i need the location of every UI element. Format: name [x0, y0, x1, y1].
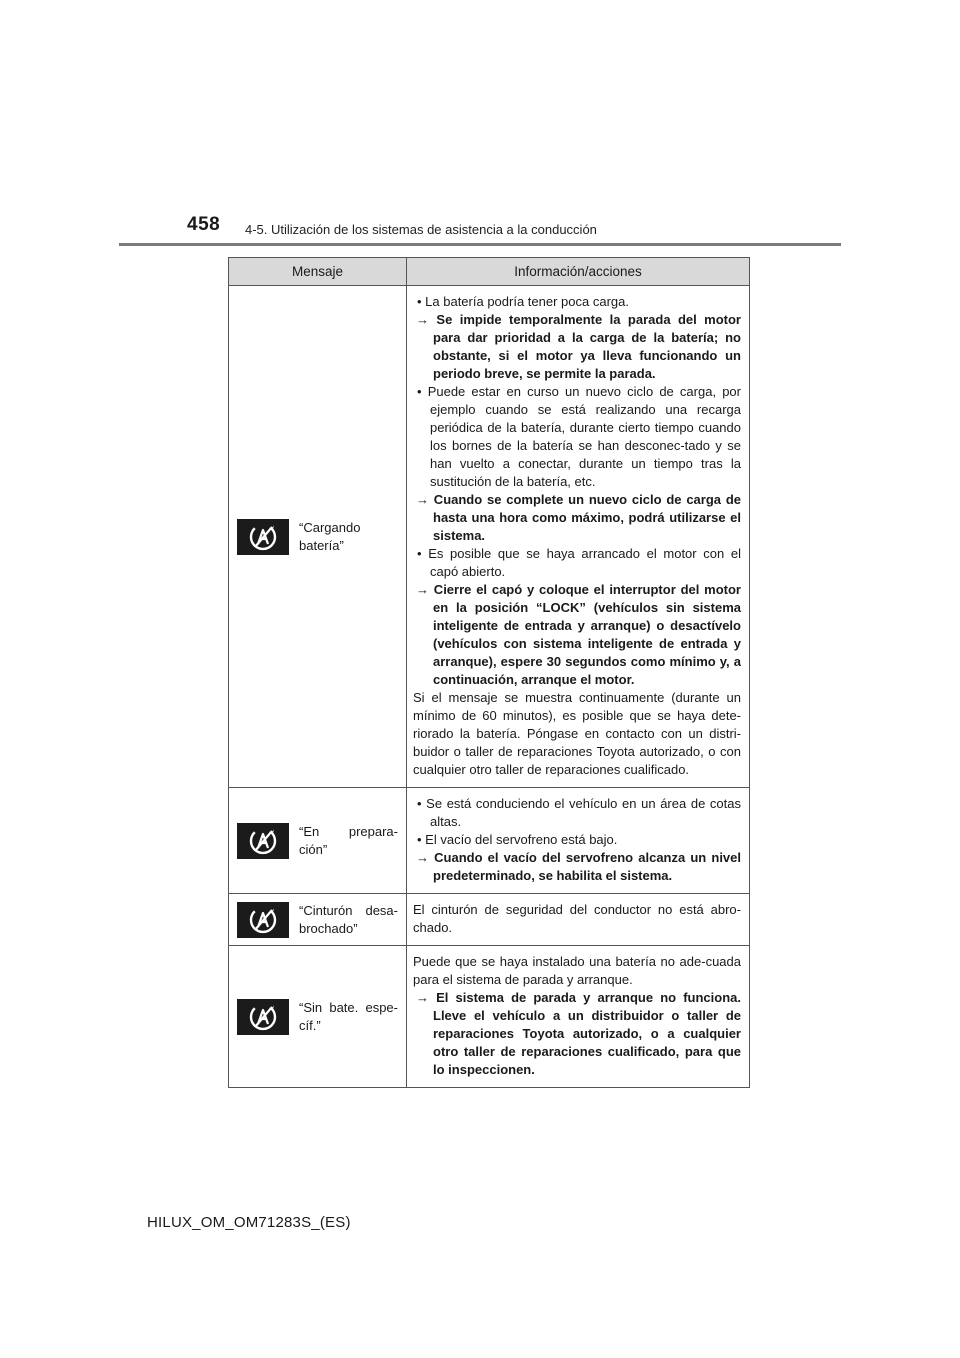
section-title: 4-5. Utilización de los sistemas de asistencia a la conducción: [245, 222, 597, 237]
action-item: → Cuando se complete un nuevo ciclo de carga de hasta una hora como máximo, podrá utilizarse el sistema.: [416, 492, 741, 543]
table-row: [229, 894, 750, 946]
stop-start-warning-icon: [237, 902, 289, 938]
bullet-item: • La batería podría tener poca carga.: [417, 294, 629, 309]
column-header-informacion: Información/acciones: [407, 258, 750, 286]
table-header-row: [229, 258, 750, 286]
action-item: → Cuando el vacío del servofreno alcanza un nivel predeterminado, se habilita el sistema.: [416, 850, 741, 883]
message-label: “En prepara-ción”: [299, 823, 398, 857]
paragraph: El cinturón de seguridad del conductor no está abro-chado.: [413, 902, 741, 935]
action-item: → Se impide temporalmente la parada del motor para dar prioridad a la carga de la batería; no obstante, si el motor ya lleva funcionando un periodo breve, se permite la parada.: [416, 312, 741, 381]
message-label: “Cinturón desa-brochado”: [299, 902, 398, 936]
message-cell: [229, 894, 407, 946]
bullet-item: • El vacío del servofreno está bajo.: [417, 832, 618, 847]
bullet-item: • Es posible que se haya arrancado el motor con el capó abierto.: [417, 546, 741, 579]
column-header-mensaje: Mensaje: [229, 258, 407, 286]
info-cell: [407, 286, 750, 788]
info-cell: [407, 894, 750, 946]
bullet-item: • Se está conduciendo el vehículo en un área de cotas altas.: [417, 796, 741, 829]
table-row: [229, 946, 750, 1088]
paragraph: Si el mensaje se muestra continuamente (durante un mínimo de 60 minutos), es posible que se haya dete-riorado la batería. Póngase en contacto con un distri-buidor o taller de reparaciones Toyota autorizado, o con cualquier otro taller de reparaciones cualificado.: [413, 690, 741, 777]
message-table: [228, 257, 750, 1088]
action-item: → El sistema de parada y arranque no funciona. Lleve el vehículo a un distribuidor o taller de reparaciones Toyota autorizado, o a cualquier otro taller de reparaciones cualificado, para que lo inspeccionen.: [416, 990, 741, 1077]
bullet-item: • Puede estar en curso un nuevo ciclo de carga, por ejemplo cuando se está realizando una recarga periódica de la batería, durante cierto tiempo cuando los bornes de la batería se han desconec-tado y se han vuelto a conectar, durante un tiempo tras la sustitución de la batería, etc.: [417, 384, 741, 489]
message-cell: [229, 788, 407, 894]
table-row: [229, 286, 750, 788]
info-cell: [407, 946, 750, 1088]
message-label: “Sin bate. espe-cíf.”: [299, 999, 398, 1033]
page-number: 458: [187, 214, 221, 235]
stop-start-warning-icon: [237, 823, 289, 859]
message-cell: [229, 286, 407, 788]
info-cell: [407, 788, 750, 894]
table-row: [229, 788, 750, 894]
action-item: → Cierre el capó y coloque el interruptor del motor en la posición “LOCK” (vehículos sin sistema inteligente de entrada y arranque) o desactívelo (vehículos con sistema inteligente de entrada y arranque), espere 30 segundos como mínimo y, a continuación, arranque el motor.: [416, 582, 741, 687]
stop-start-warning-icon: [237, 519, 289, 555]
header-divider: [119, 243, 841, 246]
paragraph: Puede que se haya instalado una batería no ade-cuada para el sistema de parada y arranque.: [413, 954, 741, 987]
stop-start-warning-icon: [237, 999, 289, 1035]
document-code: HILUX_OM_OM71283S_(ES): [147, 1214, 351, 1231]
message-label: “Cargando batería”: [299, 519, 361, 553]
message-cell: [229, 946, 407, 1088]
